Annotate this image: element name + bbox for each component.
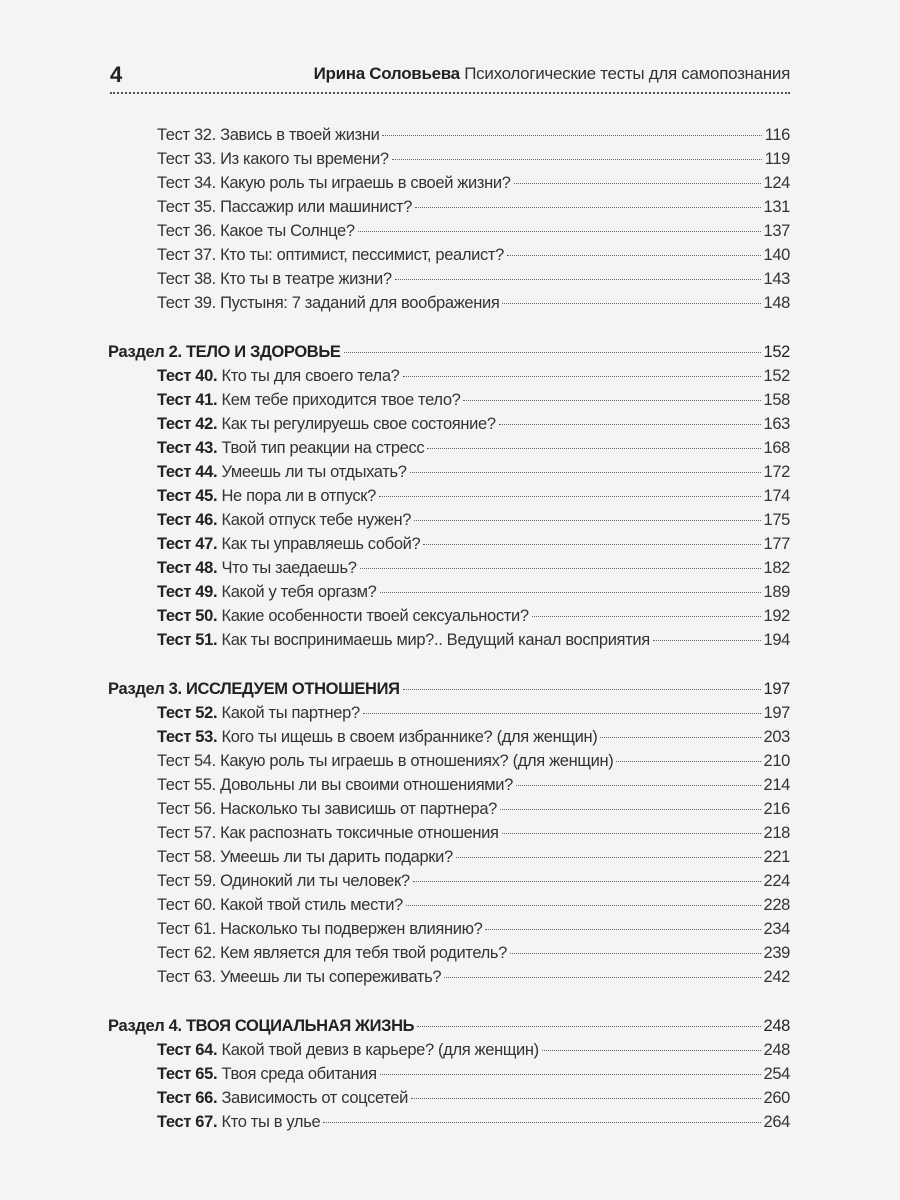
entry-page: 163 <box>763 415 790 433</box>
entry-title: Насколько ты зависишь от партнера? <box>220 800 498 818</box>
entry-title: Как ты регулируешь свое состояние? <box>221 415 496 433</box>
toc-test-entry[interactable] <box>157 532 790 556</box>
dot-leader <box>403 376 761 377</box>
entry-number: Тест 57. <box>157 824 216 842</box>
entry-number: Тест 52. <box>157 704 218 722</box>
dot-leader <box>363 713 761 714</box>
page-number: 4 <box>110 62 123 87</box>
toc-test-entry[interactable] <box>157 1086 790 1110</box>
toc-test-entry[interactable] <box>157 291 790 315</box>
entry-title: Пассажир или машинист? <box>220 198 413 216</box>
dot-leader <box>485 929 760 930</box>
entry-page: 218 <box>763 824 790 842</box>
entry-number: Тест 35. <box>157 198 216 216</box>
entry-title: Какой отпуск тебе нужен? <box>221 511 412 529</box>
entry-title: Какие особенности твоей сексуальности? <box>221 607 529 625</box>
entry-title: ТВОЯ СОЦИАЛЬНАЯ ЖИЗНЬ <box>185 1017 415 1035</box>
toc-test-entry[interactable] <box>157 1038 790 1062</box>
toc-test-entry[interactable] <box>157 749 790 773</box>
toc-test-entry[interactable] <box>157 701 790 725</box>
dot-leader <box>395 279 761 280</box>
dot-leader <box>502 833 761 834</box>
entry-page: 248 <box>763 1041 790 1059</box>
entry-page: 264 <box>763 1113 790 1131</box>
entry-page: 216 <box>763 800 790 818</box>
entry-page: 248 <box>763 1017 790 1035</box>
dot-leader <box>413 881 761 882</box>
entry-number: Тест 42. <box>157 415 218 433</box>
entry-number: Тест 41. <box>157 391 218 409</box>
entry-number: Тест 44. <box>157 463 218 481</box>
dot-leader <box>358 231 761 232</box>
entry-title: Завись в твоей жизни <box>220 126 380 144</box>
entry-title: Твой тип реакции на стресс <box>221 439 425 457</box>
entry-number: Тест 47. <box>157 535 218 553</box>
entry-title: Довольны ли вы своими отношениями? <box>220 776 513 794</box>
entry-page: 172 <box>763 463 790 481</box>
entry-number: Тест 34. <box>157 174 216 192</box>
entry-title: Что ты заедаешь? <box>221 559 357 577</box>
entry-number: Тест 66. <box>157 1089 218 1107</box>
entry-number: Тест 50. <box>157 607 218 625</box>
dot-leader <box>616 761 760 762</box>
entry-title: Одинокий ли ты человек? <box>220 872 410 890</box>
author-name: Ирина Соловьева <box>313 64 460 83</box>
toc-section-entry[interactable] <box>108 340 790 364</box>
dot-leader <box>414 520 760 521</box>
entry-page: 189 <box>763 583 790 601</box>
entry-title: Как распознать токсичные отношения <box>220 824 499 842</box>
toc-test-entry[interactable] <box>157 508 790 532</box>
entry-number: Тест 32. <box>157 126 216 144</box>
book-title: Психологические тесты для самопознания <box>464 64 790 83</box>
entry-page: 234 <box>763 920 790 938</box>
toc-test-entry[interactable] <box>157 460 790 484</box>
dot-leader <box>406 905 761 906</box>
entry-title: Какую роль ты играешь в отношениях? (для женщин) <box>220 752 614 770</box>
dot-leader <box>507 255 761 256</box>
entry-page: 192 <box>763 607 790 625</box>
entry-page: 148 <box>763 294 790 312</box>
entry-title: Какую роль ты играешь в своей жизни? <box>220 174 511 192</box>
entry-page: 197 <box>763 680 790 698</box>
entry-number: Тест 60. <box>157 896 216 914</box>
toc-test-entry[interactable] <box>157 604 790 628</box>
entry-number: Раздел 4. <box>108 1017 182 1035</box>
entry-title: Кто ты для своего тела? <box>221 367 400 385</box>
entry-title: Пустыня: 7 заданий для воображения <box>220 294 500 312</box>
dot-leader <box>423 544 760 545</box>
entry-page: 242 <box>763 968 790 986</box>
entry-title: Насколько ты подвержен влиянию? <box>220 920 483 938</box>
dot-leader <box>382 135 761 136</box>
entry-page: 152 <box>763 367 790 385</box>
entry-title: Из какого ты времени? <box>220 150 389 168</box>
toc-test-entry[interactable] <box>157 917 790 941</box>
entry-number: Тест 38. <box>157 270 216 288</box>
entry-page: 131 <box>763 198 790 216</box>
entry-page: 174 <box>763 487 790 505</box>
entry-page: 197 <box>763 704 790 722</box>
toc-test-entry[interactable] <box>157 965 790 989</box>
toc-test-entry[interactable] <box>157 436 790 460</box>
toc-test-entry[interactable] <box>157 243 790 267</box>
dot-leader <box>411 1098 761 1099</box>
dot-leader <box>542 1050 761 1051</box>
entry-page: 239 <box>763 944 790 962</box>
toc-test-entry[interactable] <box>157 147 790 171</box>
entry-page: 116 <box>764 126 790 144</box>
dot-leader <box>380 1074 761 1075</box>
toc-test-entry[interactable] <box>157 797 790 821</box>
toc-test-entry[interactable] <box>157 123 790 147</box>
entry-number: Тест 49. <box>157 583 218 601</box>
dot-leader <box>532 616 761 617</box>
toc-test-entry[interactable] <box>157 773 790 797</box>
dot-leader <box>456 857 761 858</box>
entry-page: 158 <box>763 391 790 409</box>
entry-page: 254 <box>763 1065 790 1083</box>
toc-test-entry[interactable] <box>157 195 790 219</box>
entry-page: 143 <box>763 270 790 288</box>
toc-test-entry[interactable] <box>157 267 790 291</box>
dot-leader <box>392 159 762 160</box>
toc-test-entry[interactable] <box>157 484 790 508</box>
entry-number: Тест 53. <box>157 728 218 746</box>
entry-title: Как ты управляешь собой? <box>221 535 421 553</box>
entry-number: Тест 56. <box>157 800 216 818</box>
dot-leader <box>600 737 760 738</box>
entry-page: 194 <box>763 631 790 649</box>
entry-title: Кого ты ищешь в своем избраннике? (для женщин) <box>221 728 598 746</box>
entry-number: Тест 51. <box>157 631 218 649</box>
dot-leader <box>514 183 761 184</box>
toc-test-entry[interactable] <box>157 364 790 388</box>
entry-title: Кем является для тебя твой родитель? <box>220 944 507 962</box>
toc-test-entry[interactable] <box>157 388 790 412</box>
entry-title: Какой твой девиз в карьере? (для женщин) <box>221 1041 539 1059</box>
dot-leader <box>360 568 761 569</box>
entry-title: ТЕЛО И ЗДОРОВЬЕ <box>185 343 341 361</box>
dot-leader <box>499 424 761 425</box>
toc-section-entry[interactable] <box>108 677 790 701</box>
entry-title: Умеешь ли ты сопереживать? <box>220 968 442 986</box>
entry-number: Тест 55. <box>157 776 216 794</box>
toc-section-entry[interactable] <box>108 1014 790 1038</box>
toc-test-entry[interactable] <box>157 580 790 604</box>
entry-number: Раздел 2. <box>108 343 182 361</box>
entry-title: Кем тебе приходится твое тело? <box>221 391 461 409</box>
toc-test-entry[interactable] <box>157 869 790 893</box>
entry-number: Тест 59. <box>157 872 216 890</box>
entry-title: Какой ты партнер? <box>221 704 360 722</box>
entry-number: Тест 62. <box>157 944 216 962</box>
toc-test-entry[interactable] <box>157 893 790 917</box>
entry-number: Тест 48. <box>157 559 218 577</box>
entry-page: 177 <box>763 535 790 553</box>
toc-test-entry[interactable] <box>157 1110 790 1134</box>
toc-test-entry[interactable] <box>157 412 790 436</box>
dot-leader <box>410 472 761 473</box>
dot-leader <box>444 977 760 978</box>
entry-title: Какой у тебя оргазм? <box>221 583 377 601</box>
toc-test-entry[interactable] <box>157 171 790 195</box>
header-rule <box>110 92 790 94</box>
toc-test-entry[interactable] <box>157 556 790 580</box>
dot-leader <box>379 496 761 497</box>
entry-page: 260 <box>763 1089 790 1107</box>
entry-title: Умеешь ли ты дарить подарки? <box>220 848 453 866</box>
dot-leader <box>403 689 761 690</box>
entry-page: 124 <box>763 174 790 192</box>
entry-page: 214 <box>763 776 790 794</box>
entry-page: 175 <box>763 511 790 529</box>
entry-number: Тест 33. <box>157 150 216 168</box>
entry-page: 119 <box>764 150 790 168</box>
toc-test-entry[interactable] <box>157 628 790 652</box>
entry-title: ИССЛЕДУЕМ ОТНОШЕНИЯ <box>185 680 400 698</box>
dot-leader <box>380 592 761 593</box>
toc-test-entry[interactable] <box>157 845 790 869</box>
entry-title: Зависимость от соцсетей <box>221 1089 408 1107</box>
dot-leader <box>415 207 760 208</box>
dot-leader <box>500 809 761 810</box>
entry-page: 182 <box>763 559 790 577</box>
dot-leader <box>653 640 761 641</box>
running-head <box>314 64 790 84</box>
entry-number: Тест 46. <box>157 511 218 529</box>
entry-title: Не пора ли в отпуск? <box>221 487 376 505</box>
toc-test-entry[interactable] <box>157 725 790 749</box>
toc-test-entry[interactable] <box>157 219 790 243</box>
entry-number: Тест 45. <box>157 487 218 505</box>
entry-title: Какое ты Солнце? <box>220 222 355 240</box>
toc-test-entry[interactable] <box>157 941 790 965</box>
entry-number: Тест 65. <box>157 1065 218 1083</box>
toc-test-entry[interactable] <box>157 821 790 845</box>
entry-number: Раздел 3. <box>108 680 182 698</box>
dot-leader <box>516 785 761 786</box>
entry-number: Тест 36. <box>157 222 216 240</box>
entry-page: 210 <box>763 752 790 770</box>
entry-page: 221 <box>763 848 790 866</box>
entry-title: Кто ты в улье <box>221 1113 321 1131</box>
entry-number: Тест 64. <box>157 1041 218 1059</box>
entry-number: Тест 61. <box>157 920 216 938</box>
dot-leader <box>417 1026 760 1027</box>
entry-page: 228 <box>763 896 790 914</box>
entry-page: 224 <box>763 872 790 890</box>
entry-title: Как ты воспринимаешь мир?.. Ведущий канал восприятия <box>221 631 650 649</box>
entry-page: 140 <box>763 246 790 264</box>
dot-leader <box>502 303 760 304</box>
dot-leader <box>323 1122 760 1123</box>
entry-number: Тест 37. <box>157 246 216 264</box>
entry-page: 152 <box>763 343 790 361</box>
dot-leader <box>510 953 761 954</box>
entry-number: Тест 54. <box>157 752 216 770</box>
entry-title: Кто ты: оптимист, пессимист, реалист? <box>220 246 504 264</box>
entry-number: Тест 43. <box>157 439 218 457</box>
entry-number: Тест 40. <box>157 367 218 385</box>
toc-test-entry[interactable] <box>157 1062 790 1086</box>
entry-page: 203 <box>763 728 790 746</box>
entry-page: 168 <box>763 439 790 457</box>
dot-leader <box>427 448 760 449</box>
entry-number: Тест 63. <box>157 968 216 986</box>
entry-number: Тест 67. <box>157 1113 218 1131</box>
entry-number: Тест 39. <box>157 294 216 312</box>
entry-title: Какой твой стиль мести? <box>220 896 403 914</box>
entry-number: Тест 58. <box>157 848 216 866</box>
dot-leader <box>463 400 760 401</box>
dot-leader <box>344 352 761 353</box>
entry-title: Кто ты в театре жизни? <box>220 270 392 288</box>
entry-page: 137 <box>763 222 790 240</box>
entry-title: Твоя среда обитания <box>221 1065 377 1083</box>
entry-title: Умеешь ли ты отдыхать? <box>221 463 407 481</box>
